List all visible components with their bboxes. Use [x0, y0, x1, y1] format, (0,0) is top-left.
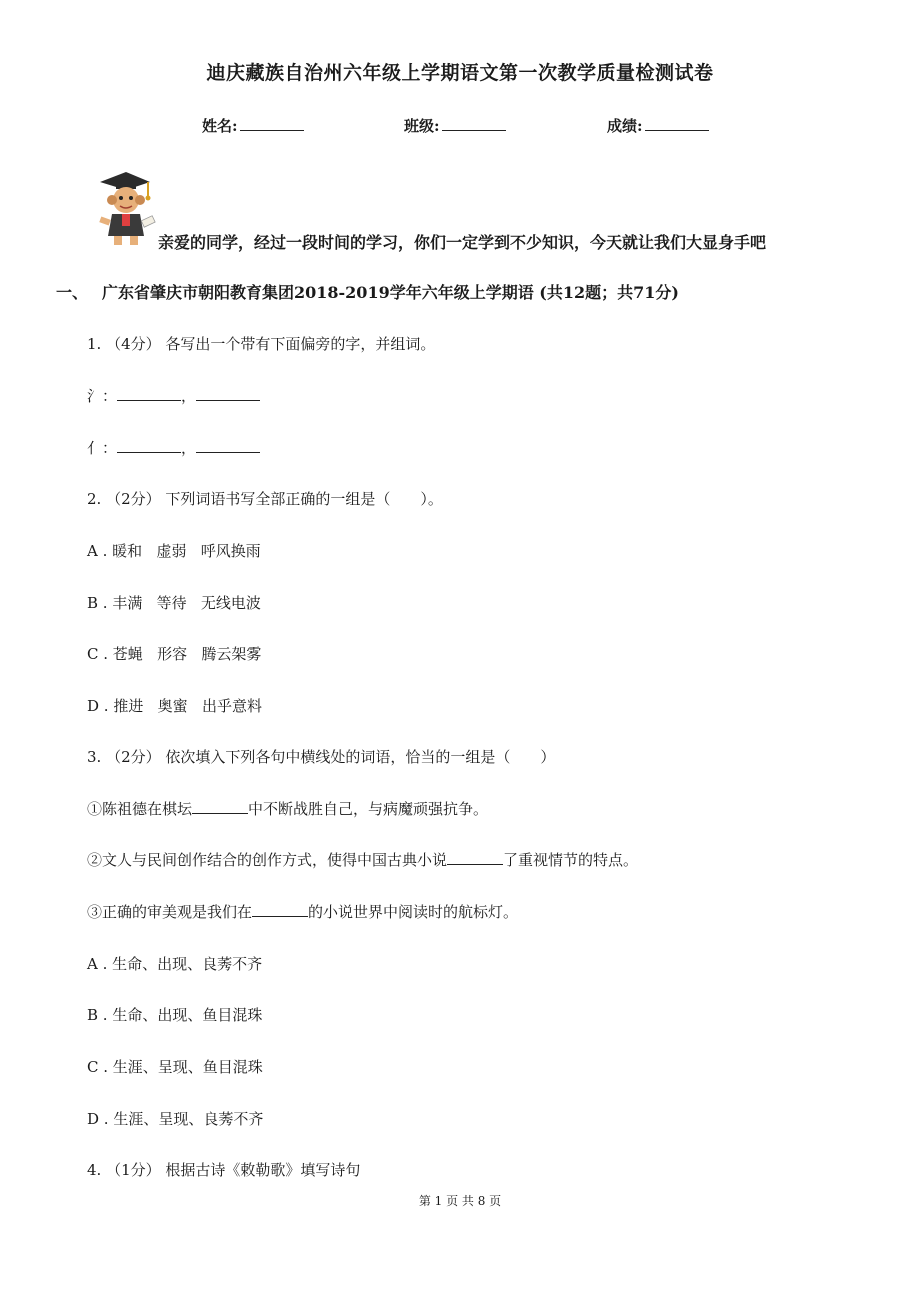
- question-4-stem: 4. （1分） 根据古诗《敕勒歌》填写诗句: [87, 1161, 361, 1179]
- radical-person: 亻：: [87, 439, 118, 457]
- question-1-line-2: 亻： ，: [87, 437, 260, 458]
- question-3-option-d[interactable]: D . 生涯、呈现、良莠不齐: [87, 1110, 264, 1128]
- name-label: 姓名:: [202, 117, 238, 135]
- answer-blank[interactable]: [447, 850, 503, 865]
- answer-blank[interactable]: [196, 386, 260, 401]
- score-label: 成绩:: [607, 117, 643, 135]
- question-2-option-a[interactable]: A . 暖和 虚弱 呼风换雨: [87, 542, 261, 560]
- class-label: 班级:: [404, 117, 440, 135]
- answer-blank[interactable]: [252, 902, 308, 917]
- question-1-line-1: 氵： ，: [87, 385, 260, 406]
- question-2-option-d[interactable]: D . 推进 奥蜜 出乎意料: [87, 697, 262, 715]
- greeting-text: 亲爱的同学，经过一段时间的学习，你们一定学到不少知识，今天就让我们大显身手吧: [158, 233, 767, 252]
- name-field: [202, 115, 304, 136]
- class-blank[interactable]: [442, 116, 506, 131]
- question-3-stem: 3. （2分） 依次填入下列各句中横线处的词语，恰当的一组是（ ）: [87, 748, 556, 766]
- question-3-option-c[interactable]: C . 生涯、呈现、鱼目混珠: [87, 1058, 263, 1076]
- question-1-stem: 1. （4分） 各写出一个带有下面偏旁的字，并组词。: [87, 335, 436, 353]
- score-field: [607, 115, 709, 136]
- section-heading: [56, 280, 679, 303]
- question-3-sentence-1: ①陈祖德在棋坛 中不断战胜自己，与病魔顽强抗争。: [87, 800, 489, 818]
- question-3-sentence-3: ③正确的审美观是我们在 的小说世界中阅读时的航标灯。: [87, 903, 519, 921]
- answer-blank[interactable]: [196, 438, 260, 453]
- page-title: 迪庆藏族自治州六年级上学期语文第一次教学质量检测试卷: [206, 62, 714, 84]
- question-3-option-a[interactable]: A . 生命、出现、良莠不齐: [87, 955, 263, 973]
- question-2-option-b[interactable]: B . 丰满 等待 无线电波: [87, 594, 261, 612]
- answer-blank[interactable]: [117, 438, 181, 453]
- question-2-stem: 2. （2分） 下列词语书写全部正确的一组是（ ）。: [87, 490, 443, 508]
- name-blank[interactable]: [240, 116, 304, 131]
- question-3-sentence-2: ②文人与民间创作结合的创作方式，使得中国古典小说 了重视情节的特点。: [87, 851, 639, 869]
- page-footer: 第 1 页 共 8 页: [418, 1194, 502, 1208]
- section-title: 广东省肇庆市朝阳教育集团2018-2019学年六年级上学期语 (共12题；共71分): [102, 283, 679, 302]
- section-number: 一、: [56, 283, 89, 302]
- answer-blank[interactable]: [192, 799, 248, 814]
- class-field: [404, 115, 506, 136]
- graduate-mascot-icon: [86, 168, 156, 248]
- radical-water: 氵：: [87, 387, 118, 405]
- score-blank[interactable]: [645, 116, 709, 131]
- question-3-option-b[interactable]: B . 生命、出现、鱼目混珠: [87, 1006, 263, 1024]
- answer-blank[interactable]: [117, 386, 181, 401]
- question-2-option-c[interactable]: C . 苍蝇 形容 腾云架雾: [87, 645, 262, 663]
